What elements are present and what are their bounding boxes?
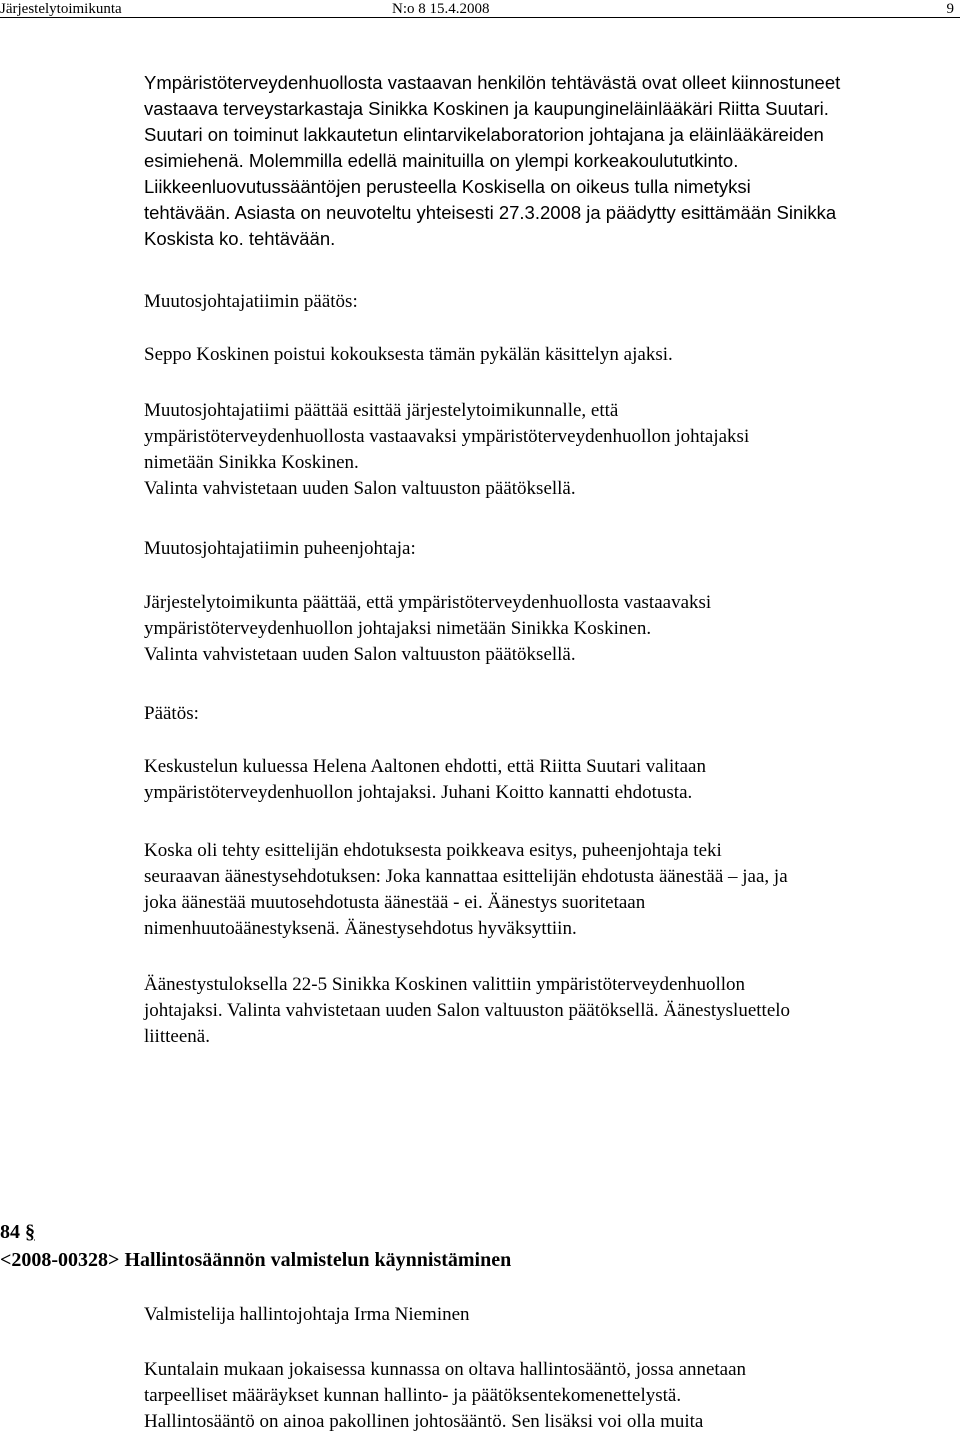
discussion-paragraph [144,754,944,806]
text-line: Järjestelytoimikunta päättää, että ympäristöterveydenhuollosta vastaavaksi [144,592,712,613]
text-line: ympäristöterveydenhuollon johtajaksi. Juhani Koitto kannatti ehdotusta. [144,782,693,803]
proposal-paragraph [144,398,944,502]
subheading: Päätös: [144,703,199,724]
text-line: Koskista ko. tehtävään. [144,228,336,249]
heading-chair [144,536,944,562]
intro-paragraph [144,70,944,252]
text-line: liitteenä. [144,1026,210,1047]
text-line: seuraavan äänestysehdotuksen: Joka kannattaa esittelijän ehdotusta äänestää – jaa, ja [144,866,788,887]
text-line: Suutari on toiminut lakkautetun elintarvikelaboratorion johtajana ja eläinlääkäreiden [144,124,824,145]
header-page-number: 9 [946,1,954,17]
paragraph-sign-link[interactable]: § [25,1221,35,1243]
text-line: Valinta vahvistetaan uuden Salon valtuuston päätöksellä. [144,644,576,665]
text-line: Valmistelija hallintojohtaja Irma Nieminen [144,1304,470,1325]
section-number [0,1217,35,1247]
chair-proposal-paragraph [144,590,944,668]
text-line: Valinta vahvistetaan uuden Salon valtuuston päätöksellä. [144,478,576,499]
section-title-text: <2008-00328> Hallintosäännön valmistelun käynnistäminen [0,1249,512,1271]
text-line: Hallintosääntö on ainoa pakollinen johtosääntö. Sen lisäksi voi olla muita [144,1411,704,1432]
vote-result-paragraph [144,972,944,1050]
text-line: vastaava terveystarkastaja Sinikka Koskinen ja kaupungineläinlääkäri Riitta Suutari. [144,98,829,119]
text-line: ympäristöterveydenhuollon johtajaksi nimetään Sinikka Koskinen. [144,618,652,639]
text-line: Seppo Koskinen poistui kokouksesta tämän pykälän käsittelyn ajaksi. [144,344,673,365]
vote-procedure-paragraph [144,838,944,942]
subheading: Muutosjohtajatiimin päätös: [144,291,358,312]
text-line: Äänestystuloksella 22-5 Sinikka Koskinen valittiin ympäristöterveydenhuollon [144,974,746,995]
header-issue-date: N:o 8 15.4.2008 [392,1,490,17]
text-line: esimiehenä. Molemmilla edellä mainituilla on ylempi korkeakoulututkinto. [144,150,739,171]
section-number-value: 84 [0,1221,20,1243]
preparer-line [144,1302,944,1328]
section-title [0,1245,511,1275]
text-line: joka äänestää muutosehdotusta äänestää - ei. Äänestys suoritetaan [144,892,646,913]
text-line: Ympäristöterveydenhuollosta vastaavan henkilön tehtävästä ovat olleet kiinnostuneet [144,72,841,93]
text-line: Keskustelun kuluessa Helena Aaltonen ehdotti, että Riitta Suutari valitaan [144,756,706,777]
heading-team-decision [144,289,944,315]
text-line: nimenhuutoäänestyksenä. Äänestysehdotus hyväksyttiin. [144,918,577,939]
text-line: Koska oli tehty esittelijän ehdotuksesta poikkeava esitys, puheenjohtaja teki [144,840,722,861]
section84-paragraph [144,1357,944,1435]
text-line: ympäristöterveydenhuollosta vastaavaksi ympäristöterveydenhuollon johtajaksi [144,426,750,447]
text-line: johtajaksi. Valinta vahvistetaan uuden Salon valtuuston päätöksellä. Äänestysluettelo [144,1000,791,1021]
text-line: Kuntalain mukaan jokaisessa kunnassa on oltava hallintosääntö, jossa annetaan [144,1359,747,1380]
text-line: nimetään Sinikka Koskinen. [144,452,359,473]
heading-decision [144,701,944,727]
subheading: Muutosjohtajatiimin puheenjohtaja: [144,538,416,559]
header-committee-name: Järjestelytoimikunta [0,1,122,17]
text-line: Muutosjohtajatiimi päättää esittää järjestelytoimikunnalle, että [144,400,619,421]
text-line: Liikkeenluovutussääntöjen perusteella Koskisella on oikeus tulla nimetyksi [144,176,751,197]
header-divider [0,17,960,18]
recusal-paragraph [144,342,944,368]
page-header [0,0,960,20]
text-line: tarpeelliset määräykset kunnan hallinto- ja päätöksentekomenettelystä. [144,1385,682,1406]
text-line: tehtävään. Asiasta on neuvoteltu yhteisesti 27.3.2008 ja päädytty esittämään Sinikka [144,202,837,223]
